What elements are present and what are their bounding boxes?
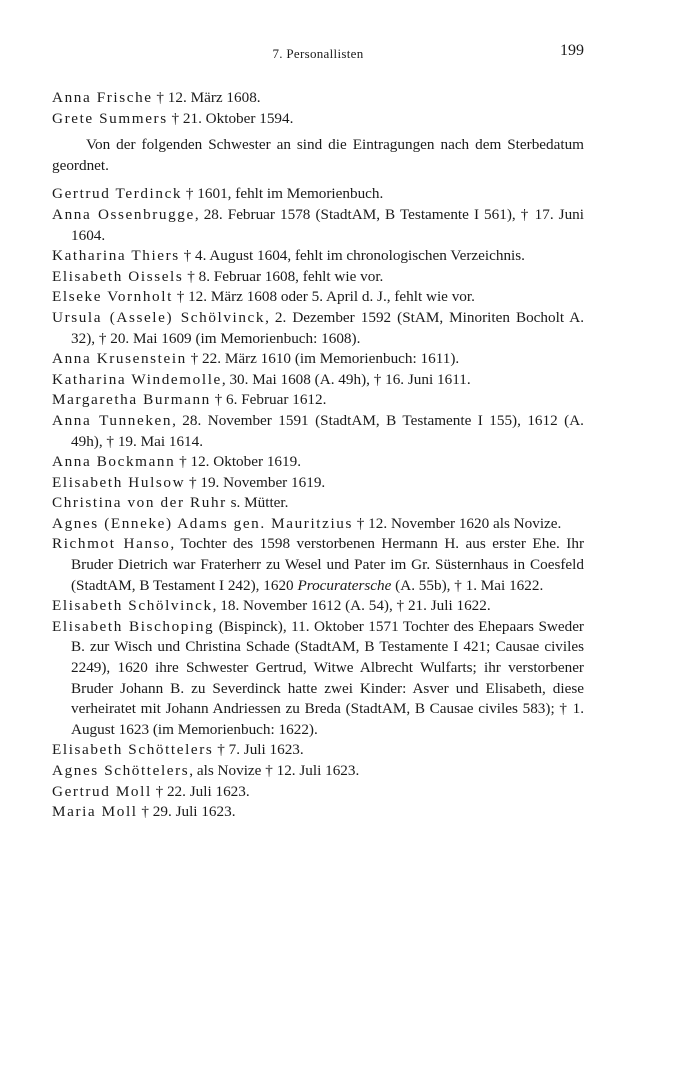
entry-text: † 12. November 1620 als Novize. bbox=[352, 514, 562, 532]
list-item bbox=[52, 761, 584, 782]
person-name: Anna Tunneken bbox=[52, 411, 173, 429]
entry-text: † 21. Oktober 1594. bbox=[167, 109, 294, 127]
person-name: Christina von der Ruhr bbox=[52, 494, 227, 512]
entry-text: † 7. Juli 1623. bbox=[213, 741, 304, 759]
page bbox=[52, 40, 584, 823]
list-item bbox=[52, 109, 584, 130]
person-name: Katharina Windemolle bbox=[52, 370, 222, 388]
entry-text: , 2. Dezember 1592 (StAM, Minoriten Bocholt A. 32), † 20. Mai 1609 (im Memorienbuch: 1608). bbox=[71, 308, 584, 347]
entry-text: † 19. November 1619. bbox=[185, 473, 326, 491]
entry-text: , 30. Mai 1608 (A. 49h), † 16. Juni 1611. bbox=[221, 370, 471, 388]
entry-text: † 22. März 1610 (im Memorienbuch: 1611). bbox=[186, 350, 460, 368]
page-number: 199 bbox=[560, 42, 584, 59]
person-name: Ursula (Assele) Schölvinck bbox=[52, 308, 266, 326]
person-name: Elisabeth Oissels bbox=[52, 267, 184, 285]
body-text bbox=[52, 88, 584, 823]
person-name: Anna Krusenstein bbox=[52, 350, 187, 368]
entry-text: † 8. Februar 1608, fehlt wie vor. bbox=[183, 267, 384, 285]
person-name: Anna Ossenbrugge bbox=[52, 205, 195, 223]
person-name: Gertrud Terdinck bbox=[52, 185, 183, 203]
list-item bbox=[52, 493, 584, 514]
entry-text: † 29. Juli 1623. bbox=[137, 803, 236, 821]
person-name: Anna Frische bbox=[52, 89, 153, 106]
running-header bbox=[52, 40, 584, 66]
entry-text: † 1601, fehlt im Memorienbuch. bbox=[182, 185, 384, 203]
list-item bbox=[52, 802, 584, 823]
entry-text: , 28. Februar 1578 (StadtAM, B Testamente I 561), † 17. Juni 1604. bbox=[71, 205, 584, 244]
person-name: Anna Bockmann bbox=[52, 453, 176, 471]
list-item bbox=[52, 308, 584, 349]
section-title: 7. Personallisten bbox=[272, 46, 364, 61]
entry-text: s. Mütter. bbox=[226, 494, 289, 512]
person-name: Elseke Vornholt bbox=[52, 288, 173, 306]
list-item bbox=[52, 370, 584, 391]
entry-text: † 6. Februar 1612. bbox=[210, 391, 327, 409]
person-name: Elisabeth Hulsow bbox=[52, 473, 186, 491]
list-item bbox=[52, 184, 584, 205]
list-item bbox=[52, 514, 584, 535]
person-name: Grete Summers bbox=[52, 109, 168, 127]
list-item bbox=[52, 411, 584, 452]
list-item bbox=[52, 617, 584, 741]
entry-text: , 18. November 1612 (A. 54), † 21. Juli 1622. bbox=[212, 597, 491, 615]
list-item bbox=[52, 596, 584, 617]
entry-text: † 4. August 1604, fehlt im chronologischen Verzeichnis. bbox=[179, 247, 525, 265]
entry-text: , 28. November 1591 (StadtAM, B Testamente I 155), 1612 (A. 49h), † 19. Mai 1614. bbox=[71, 411, 584, 450]
person-name: Katharina Thiers bbox=[52, 247, 180, 265]
list-item bbox=[52, 473, 584, 494]
person-name: Elisabeth Schöttelers bbox=[52, 741, 214, 759]
entry-text-continued: (A. 55b), † 1. Mai 1622. bbox=[391, 576, 544, 594]
person-name: Gertrud Moll bbox=[52, 782, 152, 800]
person-name: Agnes (Enneke) Adams gen. Mauritzius bbox=[52, 514, 353, 532]
list-item bbox=[52, 390, 584, 411]
entry-text: † 12. Oktober 1619. bbox=[175, 453, 302, 471]
list-item bbox=[52, 205, 584, 246]
intro-paragraph: Von der folgenden Schwester an sind die Eintragungen nach dem Sterbedatum geordnet. bbox=[52, 136, 584, 174]
person-name: Agnes Schöttelers bbox=[52, 762, 190, 779]
list-item bbox=[52, 534, 584, 596]
list-item bbox=[52, 452, 584, 473]
list-item bbox=[52, 246, 584, 267]
list-item bbox=[52, 782, 584, 803]
entry-list-top bbox=[52, 88, 584, 129]
entry-text: † 22. Juli 1623. bbox=[151, 782, 250, 800]
list-item bbox=[52, 88, 584, 109]
person-name: Maria Moll bbox=[52, 803, 138, 821]
person-name: Richmot Hanso bbox=[52, 535, 171, 553]
entry-text: (Bispinck), 11. Oktober 1571 Tochter des Ehepaars Sweder B. zur Wisch und Christina Schade (StadtAM, B Testamente I 421; Causae civiles 2249), 1620 ihre Schwester Gertrud, Witwe Albrecht Wulfarts; ihr verstorbener Bruder Johann B. zu Severdinck hatte zwei Kinder: Asver und Elisabeth, diese verheiratet mit Johann Andriessen zu Breda (StadtAM, B Causae civiles 583); † 1. August 1623 (im Memorienbuch: 1622). bbox=[71, 617, 584, 738]
person-name: Elisabeth Schölvinck bbox=[52, 597, 213, 615]
entry-list bbox=[52, 184, 584, 822]
entry-text: , als Novize † 12. Juli 1623. bbox=[189, 762, 360, 779]
entry-text: † 12. März 1608 oder 5. April d. J., fehlt wie vor. bbox=[172, 288, 475, 306]
person-name: Margaretha Burmann bbox=[52, 391, 211, 409]
list-item bbox=[52, 349, 584, 370]
entry-text: , Tochter des 1598 verstorbenen Hermann H. aus erster Ehe. Ihr Bruder Dietrich war Fraterherr zu Wesel und Pater im Gr. Süsternhaus in Coesfeld (StadtAM, B Testament I 242), 1620 bbox=[71, 535, 584, 594]
list-item bbox=[52, 740, 584, 761]
entry-text: † 12. März 1608. bbox=[152, 89, 261, 106]
person-name: Elisabeth Bischoping bbox=[52, 617, 215, 635]
entry-italic: Procuratersche bbox=[297, 576, 392, 594]
list-item bbox=[52, 287, 584, 308]
list-item bbox=[52, 267, 584, 288]
